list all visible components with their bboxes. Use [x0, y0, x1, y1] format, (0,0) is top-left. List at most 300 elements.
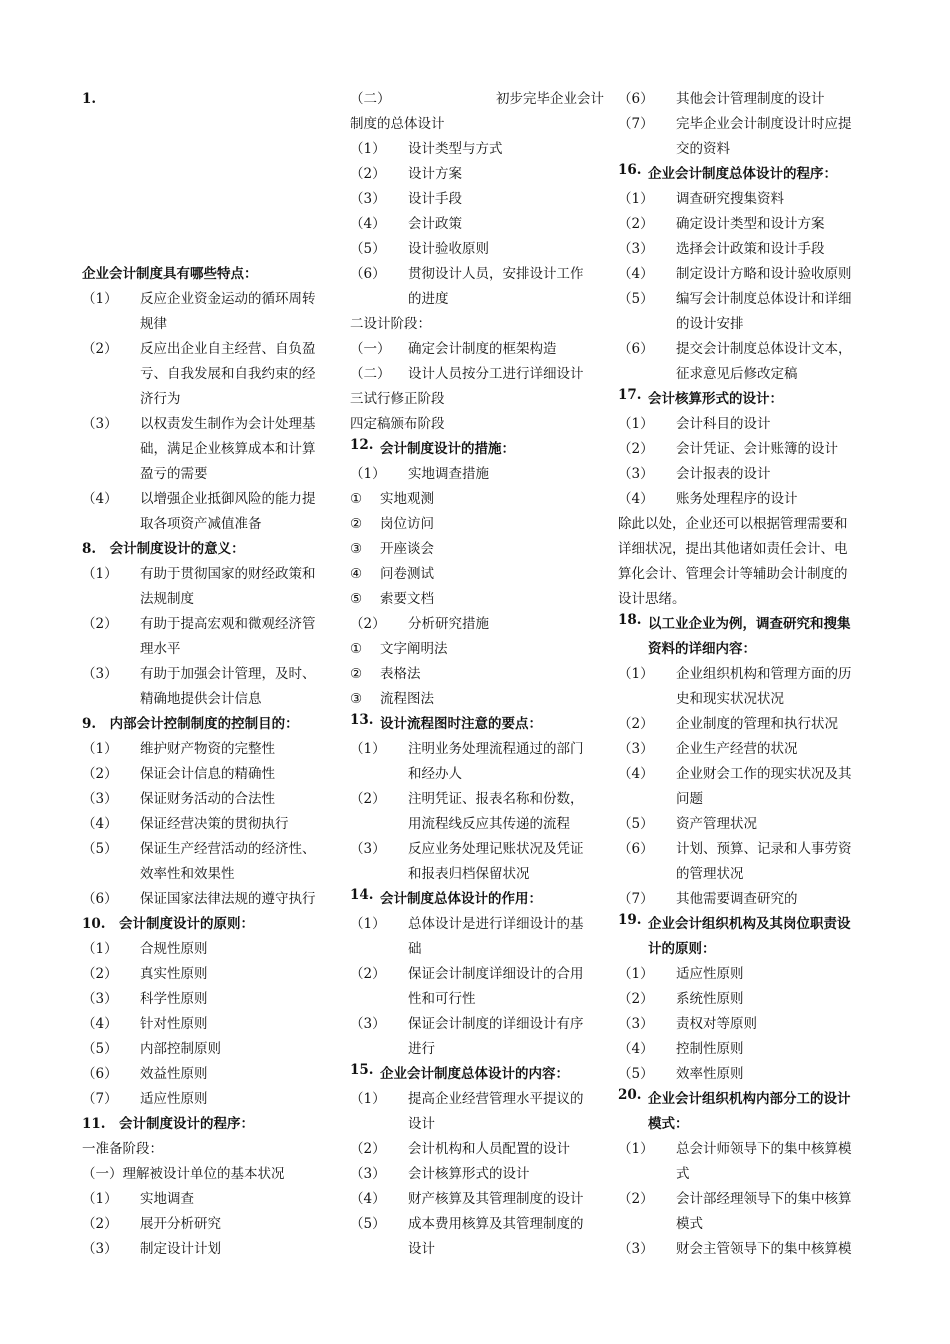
- list-item-number: （1）: [82, 941, 118, 957]
- question-15-list: [350, 1087, 604, 1262]
- list-item-number: （3）: [350, 1016, 386, 1032]
- list-item-number: （1）: [350, 741, 386, 757]
- list-item-text: 设计验收原则: [408, 241, 489, 257]
- list-item-number: （4）: [618, 266, 654, 282]
- list-item: [618, 1137, 872, 1187]
- list-item-text: 确定会计制度的框架构造: [408, 341, 557, 357]
- list-item-number: （1）: [618, 416, 654, 432]
- list-item-number: （5）: [618, 816, 654, 832]
- list-item: [82, 887, 336, 912]
- list-item: [82, 837, 336, 887]
- text-line: 企业会计组织机构内部分工的设计: [648, 1091, 851, 1107]
- list-item-text: 亏、自我发展和自我约束的经: [140, 366, 316, 382]
- question-14-title: 14. 会计制度总体设计的作用：: [350, 887, 542, 907]
- list-item: [350, 787, 604, 837]
- list-item-text: 控制性原则: [676, 1041, 744, 1057]
- list-item-text: 的设计安排: [676, 316, 744, 332]
- list-item-text: 其他需要调查研究的: [676, 891, 798, 907]
- list-item-text: 内部控制原则: [140, 1041, 221, 1057]
- list-item-number: （1）: [82, 741, 118, 757]
- list-item-text: 保证财务活动的合法性: [140, 791, 275, 807]
- text-line: 模式：: [648, 1116, 689, 1132]
- list-item-text: 制定设计方略和设计验收原则: [676, 266, 852, 282]
- circled-list-item: [350, 687, 604, 712]
- question-19-list: [618, 962, 872, 1087]
- list-item-number: （3）: [618, 466, 654, 482]
- list-item: [350, 337, 604, 362]
- column-left: [82, 87, 336, 1262]
- list-item-number: （7）: [82, 1091, 118, 1107]
- list-item-number: （1）: [350, 466, 386, 482]
- circled-number: ③: [350, 691, 363, 707]
- list-item: [82, 1012, 336, 1037]
- list-item: [618, 987, 872, 1012]
- list-item: [618, 462, 872, 487]
- question-1-number: 1.: [82, 91, 97, 107]
- list-item-text: 保证经营决策的贯彻执行: [140, 816, 289, 832]
- list-item-text: 实地调查措施: [408, 466, 489, 482]
- list-item: [618, 712, 872, 737]
- circled-number: ④: [350, 566, 363, 582]
- list-item: [82, 987, 336, 1012]
- list-item-number: （5）: [618, 1066, 654, 1082]
- question-13-title: 13. 设计流程图时注意的要点：: [350, 712, 542, 732]
- list-item-number: （5）: [82, 841, 118, 857]
- stage-3-heading: 三试行修正阶段: [350, 391, 445, 407]
- list-item-text: 础: [408, 941, 422, 957]
- list-item-number: （2）: [82, 616, 118, 632]
- list-item-text: 会计核算形式的设计: [408, 1166, 530, 1182]
- question-11-list: [82, 1187, 336, 1262]
- list-item-text: 注明凭证、报表名称和份数，: [408, 791, 584, 807]
- question-1-title: 企业会计制度具有哪些特点：: [82, 266, 258, 282]
- list-item-text: 实地调查: [140, 1191, 194, 1207]
- list-item-number: （4）: [618, 766, 654, 782]
- list-item-text: 和经办人: [408, 766, 462, 782]
- question-16-title: 16. 企业会计制度总体设计的程序：: [618, 162, 837, 182]
- list-item: [618, 1187, 872, 1237]
- list-item: [618, 337, 872, 387]
- list-item-text: 提交会计制度总体设计文本，: [676, 341, 852, 357]
- list-item: [618, 812, 872, 837]
- list-item: [82, 1037, 336, 1062]
- list-item-text: 有助于提高宏观和微观经济管: [140, 616, 316, 632]
- circled-item-text: 开座谈会: [380, 541, 434, 557]
- list-item-text: 提高企业经营管理水平提议的: [408, 1091, 584, 1107]
- list-item-text: 会计科目的设计: [676, 416, 771, 432]
- circled-item-text: 表格法: [380, 666, 421, 682]
- list-item-number: （1）: [618, 666, 654, 682]
- list-item-text: 的进度: [408, 291, 449, 307]
- list-item-number: （2）: [618, 216, 654, 232]
- list-item: [350, 612, 604, 637]
- list-item: [350, 1187, 604, 1212]
- list-item: [350, 1137, 604, 1162]
- list-item-number: （5）: [82, 1041, 118, 1057]
- list-item-text: 编写会计制度总体设计和详细: [676, 291, 852, 307]
- column-right: [618, 87, 872, 1262]
- list-item-number: （4）: [82, 816, 118, 832]
- list-item-text: 模式: [676, 1216, 703, 1232]
- list-item-number: （6）: [350, 266, 386, 282]
- list-item-text: 保证国家法律法规的遵守执行: [140, 891, 316, 907]
- list-item-text: 分析研究措施: [408, 616, 489, 632]
- list-item-number: （3）: [82, 791, 118, 807]
- list-item: [350, 1212, 604, 1262]
- question-12-title: 12. 会计制度设计的措施：: [350, 437, 515, 457]
- list-item: [618, 1062, 872, 1087]
- list-item: [82, 937, 336, 962]
- list-item-number: （3）: [618, 741, 654, 757]
- circled-item-text: 岗位访问: [380, 516, 434, 532]
- list-item-number: （6）: [618, 841, 654, 857]
- list-item: [350, 212, 604, 237]
- circled-item-text: 问卷测试: [380, 566, 434, 582]
- list-item-number: （4）: [618, 491, 654, 507]
- list-item-number: （2）: [82, 966, 118, 982]
- list-item-number: （2）: [350, 616, 386, 632]
- question-9-title: 9. 内部会计控制制度的控制目的：: [82, 716, 299, 732]
- circled-list-item: [350, 587, 604, 612]
- list-item-number: （二）: [350, 366, 391, 382]
- list-item: [618, 287, 872, 337]
- list-item-number: （5）: [618, 291, 654, 307]
- list-item: [618, 762, 872, 812]
- list-item-text: 效率性和效果性: [140, 866, 235, 882]
- list-item: [618, 1237, 872, 1262]
- list-item: [350, 362, 604, 387]
- circled-item-text: 流程图法: [380, 691, 434, 707]
- text-line: 计的原则：: [648, 941, 716, 957]
- list-item-text: 法规制度: [140, 591, 194, 607]
- list-item-text: 完毕企业会计制度设计时应提: [676, 116, 852, 132]
- question-10-title: 10. 会计制度设计的原则：: [82, 916, 254, 932]
- list-item-text: 系统性原则: [676, 991, 744, 1007]
- question-15-continued-list: [618, 87, 872, 162]
- list-item-number: （6）: [82, 1066, 118, 1082]
- list-item-number: （1）: [350, 1091, 386, 1107]
- circled-item-text: 索要文档: [380, 591, 434, 607]
- list-item: [82, 1212, 336, 1237]
- list-item-number: （4）: [350, 216, 386, 232]
- list-item-text: 的管理状况: [676, 866, 744, 882]
- list-item-number: （1）: [618, 966, 654, 982]
- circled-list-item: [350, 562, 604, 587]
- question-8-list: [82, 562, 336, 712]
- sub-section-2-text: 初步完毕企业会计: [496, 91, 604, 107]
- list-item-number: （5）: [350, 1216, 386, 1232]
- list-item-text: 反应出企业自主经营、自负盈: [140, 341, 316, 357]
- list-item-text: 性和可行性: [408, 991, 476, 1007]
- list-item: [82, 337, 336, 412]
- list-item-text: 企业组织机构和管理方面的历: [676, 666, 852, 682]
- circled-number: ③: [350, 541, 363, 557]
- question-9-list: [82, 737, 336, 912]
- list-item-number: （2）: [618, 1191, 654, 1207]
- sub-section-2-continuation: 制度的总体设计: [350, 116, 445, 132]
- list-item-number: （3）: [618, 1241, 654, 1257]
- list-item: [350, 237, 604, 262]
- list-item-text: 会计机构和人员配置的设计: [408, 1141, 570, 1157]
- sub-section-2-list: [350, 137, 604, 312]
- list-item: [82, 1187, 336, 1212]
- list-item: [618, 487, 872, 512]
- list-item-text: 成本费用核算及其管理制度的: [408, 1216, 584, 1232]
- circled-list-item: [350, 637, 604, 662]
- list-item-text: 总会计师领导下的集中核算模: [676, 1141, 852, 1157]
- question-12-sub-2: [350, 612, 604, 637]
- list-item-text: 用流程线反应其传递的流程: [408, 816, 570, 832]
- list-item-text: 设计: [408, 1116, 435, 1132]
- circled-number: ①: [350, 641, 363, 657]
- list-item: [82, 762, 336, 787]
- list-item: [82, 787, 336, 812]
- question-8-title: 8. 会计制度设计的意义：: [82, 541, 245, 557]
- list-item-text: 会计凭证、会计账簿的设计: [676, 441, 838, 457]
- list-item: [618, 262, 872, 287]
- sub-section-2-label: （二）: [350, 91, 391, 107]
- list-item-text: 盈亏的需要: [140, 466, 208, 482]
- question-17-paragraph: [618, 512, 872, 612]
- list-item: [82, 487, 336, 537]
- list-item-number: （4）: [350, 1191, 386, 1207]
- list-item-number: （3）: [82, 416, 118, 432]
- list-item: [82, 612, 336, 662]
- list-item: [618, 212, 872, 237]
- list-item-number: （2）: [82, 766, 118, 782]
- list-item-text: 规律: [140, 316, 167, 332]
- text-line: 除此以处，企业还可以根据管理需要和: [618, 516, 848, 532]
- list-item-text: 会计部经理领导下的集中核算: [676, 1191, 852, 1207]
- circled-number: ①: [350, 491, 363, 507]
- list-item-number: （2）: [350, 166, 386, 182]
- list-item: [82, 1062, 336, 1087]
- list-item: [350, 962, 604, 1012]
- list-item-text: 贯彻设计人员，安排设计工作: [408, 266, 584, 282]
- list-item: [618, 962, 872, 987]
- list-item: [82, 812, 336, 837]
- list-item: [350, 187, 604, 212]
- question-13-list: [350, 737, 604, 887]
- list-item-text: 础，满足企业核算成本和计算: [140, 441, 316, 457]
- list-item-number: （2）: [350, 966, 386, 982]
- list-item-text: 设计方案: [408, 166, 462, 182]
- list-item: [350, 737, 604, 787]
- question-16-list: [618, 187, 872, 387]
- list-item: [82, 1237, 336, 1262]
- list-item-text: 以权责发生制作为会计处理基: [140, 416, 316, 432]
- list-item-number: （6）: [82, 891, 118, 907]
- list-item-text: 资产管理状况: [676, 816, 757, 832]
- sub-section-2-heading: [350, 87, 604, 112]
- list-item-text: 设计类型与方式: [408, 141, 503, 157]
- list-item-text: 问题: [676, 791, 703, 807]
- list-item-text: 企业财会工作的现实状况及其: [676, 766, 852, 782]
- list-item-number: （2）: [350, 1141, 386, 1157]
- list-item-number: （3）: [618, 241, 654, 257]
- text-line: 以工业企业为例，调查研究和搜集: [648, 616, 851, 632]
- circled-list-item: [350, 512, 604, 537]
- list-item-text: 保证会计信息的精确性: [140, 766, 275, 782]
- list-item: [618, 737, 872, 762]
- list-item-text: 企业生产经营的状况: [676, 741, 798, 757]
- circled-number: ⑤: [350, 591, 363, 607]
- list-item-text: 选择会计政策和设计手段: [676, 241, 825, 257]
- list-item-text: 保证会计制度的详细设计有序: [408, 1016, 584, 1032]
- list-item-text: 计划、预算、记录和人事劳资: [676, 841, 852, 857]
- list-item-number: （3）: [82, 991, 118, 1007]
- question-12-circle-list-2: [350, 637, 604, 712]
- list-item: [618, 237, 872, 262]
- list-item-number: （3）: [350, 841, 386, 857]
- list-item-text: 进行: [408, 1041, 435, 1057]
- list-item-number: （1）: [618, 191, 654, 207]
- list-item: [82, 562, 336, 612]
- question-19-title: 19. 企业会计组织机构及其岗位职责设 计的原则：: [618, 912, 872, 962]
- list-item: [618, 1037, 872, 1062]
- list-item: [82, 662, 336, 712]
- question-17-title: 17. 会计核算形式的设计：: [618, 387, 783, 407]
- list-item: [618, 112, 872, 162]
- list-item-number: （2）: [618, 991, 654, 1007]
- list-item: [82, 737, 336, 762]
- list-item-text: 财产核算及其管理制度的设计: [408, 1191, 584, 1207]
- list-item-text: 有助于贯彻国家的财经政策和: [140, 566, 316, 582]
- list-item-text: 责权对等原则: [676, 1016, 757, 1032]
- list-item-text: 交的资料: [676, 141, 730, 157]
- list-item-text: 注明业务处理流程通过的部门: [408, 741, 584, 757]
- list-item-text: 展开分析研究: [140, 1216, 221, 1232]
- list-item-text: 适应性原则: [676, 966, 744, 982]
- list-item: [618, 437, 872, 462]
- question-17-list: [618, 412, 872, 512]
- circled-list-item: [350, 487, 604, 512]
- list-item-text: 科学性原则: [140, 991, 208, 1007]
- list-item-text: 制定设计计划: [140, 1241, 221, 1257]
- text-line: 企业会计组织机构及其岗位职责设: [648, 916, 851, 932]
- list-item-text: 效益性原则: [140, 1066, 208, 1082]
- list-item: [618, 1012, 872, 1037]
- blank-space: [82, 112, 336, 262]
- stage-1-heading: 一准备阶段：: [82, 1141, 163, 1157]
- list-item-text: 反应业务处理记账状况及凭证: [408, 841, 584, 857]
- circled-item-text: 实地观测: [380, 491, 434, 507]
- list-item-text: 取各项资产减值准备: [140, 516, 262, 532]
- list-item-text: 理水平: [140, 641, 181, 657]
- question-12-circle-list-1: [350, 487, 604, 612]
- list-item-text: 保证生产经营活动的经济性、: [140, 841, 316, 857]
- question-20-title: 20. 企业会计组织机构内部分工的设计 模式：: [618, 1087, 872, 1137]
- list-item-text: 会计报表的设计: [676, 466, 771, 482]
- list-item-text: 设计: [408, 1241, 435, 1257]
- list-item-text: 会计政策: [408, 216, 462, 232]
- list-item-number: （1）: [82, 291, 118, 307]
- list-item-number: （3）: [350, 1166, 386, 1182]
- list-item-number: （4）: [82, 1016, 118, 1032]
- list-item-number: （3）: [618, 1016, 654, 1032]
- list-item-text: 保证会计制度详细设计的合用: [408, 966, 584, 982]
- list-item-number: （3）: [82, 666, 118, 682]
- list-item-text: 其他会计管理制度的设计: [676, 91, 825, 107]
- list-item: [350, 162, 604, 187]
- list-item-number: （3）: [350, 191, 386, 207]
- list-item: [82, 1087, 336, 1112]
- list-item-number: （1）: [618, 1141, 654, 1157]
- list-item: [350, 137, 604, 162]
- list-item-text: 有助于加强会计管理，及时、: [140, 666, 316, 682]
- list-item: [82, 287, 336, 337]
- question-12-sub-1: [350, 462, 604, 487]
- text-line: 详细状况，提出其他诸如责任会计、电: [618, 541, 848, 557]
- list-item-number: （1）: [82, 566, 118, 582]
- question-1-list: [82, 287, 336, 537]
- stage-1-sub-heading: （一）理解被设计单位的基本状况: [82, 1166, 285, 1182]
- list-item: [82, 962, 336, 987]
- list-item: [618, 662, 872, 712]
- list-item: [350, 912, 604, 962]
- list-item: [350, 1012, 604, 1062]
- circled-item-text: 文字阐明法: [380, 641, 448, 657]
- list-item-number: （7）: [618, 116, 654, 132]
- list-item-number: （1）: [82, 1191, 118, 1207]
- list-item-number: （4）: [618, 1041, 654, 1057]
- list-item-text: 济行为: [140, 391, 181, 407]
- list-item-text: 效率性原则: [676, 1066, 744, 1082]
- list-item-text: 账务处理程序的设计: [676, 491, 798, 507]
- question-15-title: 15. 企业会计制度总体设计的内容：: [350, 1062, 569, 1082]
- list-item-text: 合规性原则: [140, 941, 208, 957]
- list-item: [618, 887, 872, 912]
- question-20-list: [618, 1137, 872, 1262]
- text-line: 资料的详细内容：: [648, 641, 756, 657]
- list-item-number: （5）: [350, 241, 386, 257]
- list-item-text: 反应企业资金运动的循环周转: [140, 291, 316, 307]
- list-item-text: 维护财产物资的完整性: [140, 741, 275, 757]
- list-item-number: （2）: [82, 341, 118, 357]
- list-item: [618, 412, 872, 437]
- circled-number: ②: [350, 666, 363, 682]
- list-item-text: 精确地提供会计信息: [140, 691, 262, 707]
- list-item-number: （2）: [350, 791, 386, 807]
- list-item-text: 总体设计是进行详细设计的基: [408, 916, 584, 932]
- circled-number: ②: [350, 516, 363, 532]
- list-item-text: 财会主管领导下的集中核算模: [676, 1241, 852, 1257]
- list-item-text: 式: [676, 1166, 690, 1182]
- list-item: [350, 262, 604, 312]
- list-item-text: 征求意见后修改定稿: [676, 366, 798, 382]
- question-14-list: [350, 912, 604, 1062]
- list-item-text: 真实性原则: [140, 966, 208, 982]
- list-item-number: （6）: [618, 91, 654, 107]
- list-item-text: 史和现实状况状况: [676, 691, 784, 707]
- text-line: 算化会计、管理会计等辅助会计制度的: [618, 566, 848, 582]
- list-item-number: （7）: [618, 891, 654, 907]
- list-item-number: （1）: [350, 916, 386, 932]
- list-item-number: （4）: [82, 491, 118, 507]
- list-item-number: （2）: [618, 441, 654, 457]
- list-item: [618, 87, 872, 112]
- question-18-list: [618, 662, 872, 912]
- list-item-text: 以增强企业抵御风险的能力提: [140, 491, 316, 507]
- list-item: [618, 837, 872, 887]
- list-item: [350, 462, 604, 487]
- list-item-text: 企业制度的管理和执行状况: [676, 716, 838, 732]
- list-item: [618, 187, 872, 212]
- column-middle: [350, 87, 604, 1262]
- list-item: [82, 412, 336, 487]
- stage-2-heading: 二设计阶段：: [350, 316, 431, 332]
- list-item-text: 适应性原则: [140, 1091, 208, 1107]
